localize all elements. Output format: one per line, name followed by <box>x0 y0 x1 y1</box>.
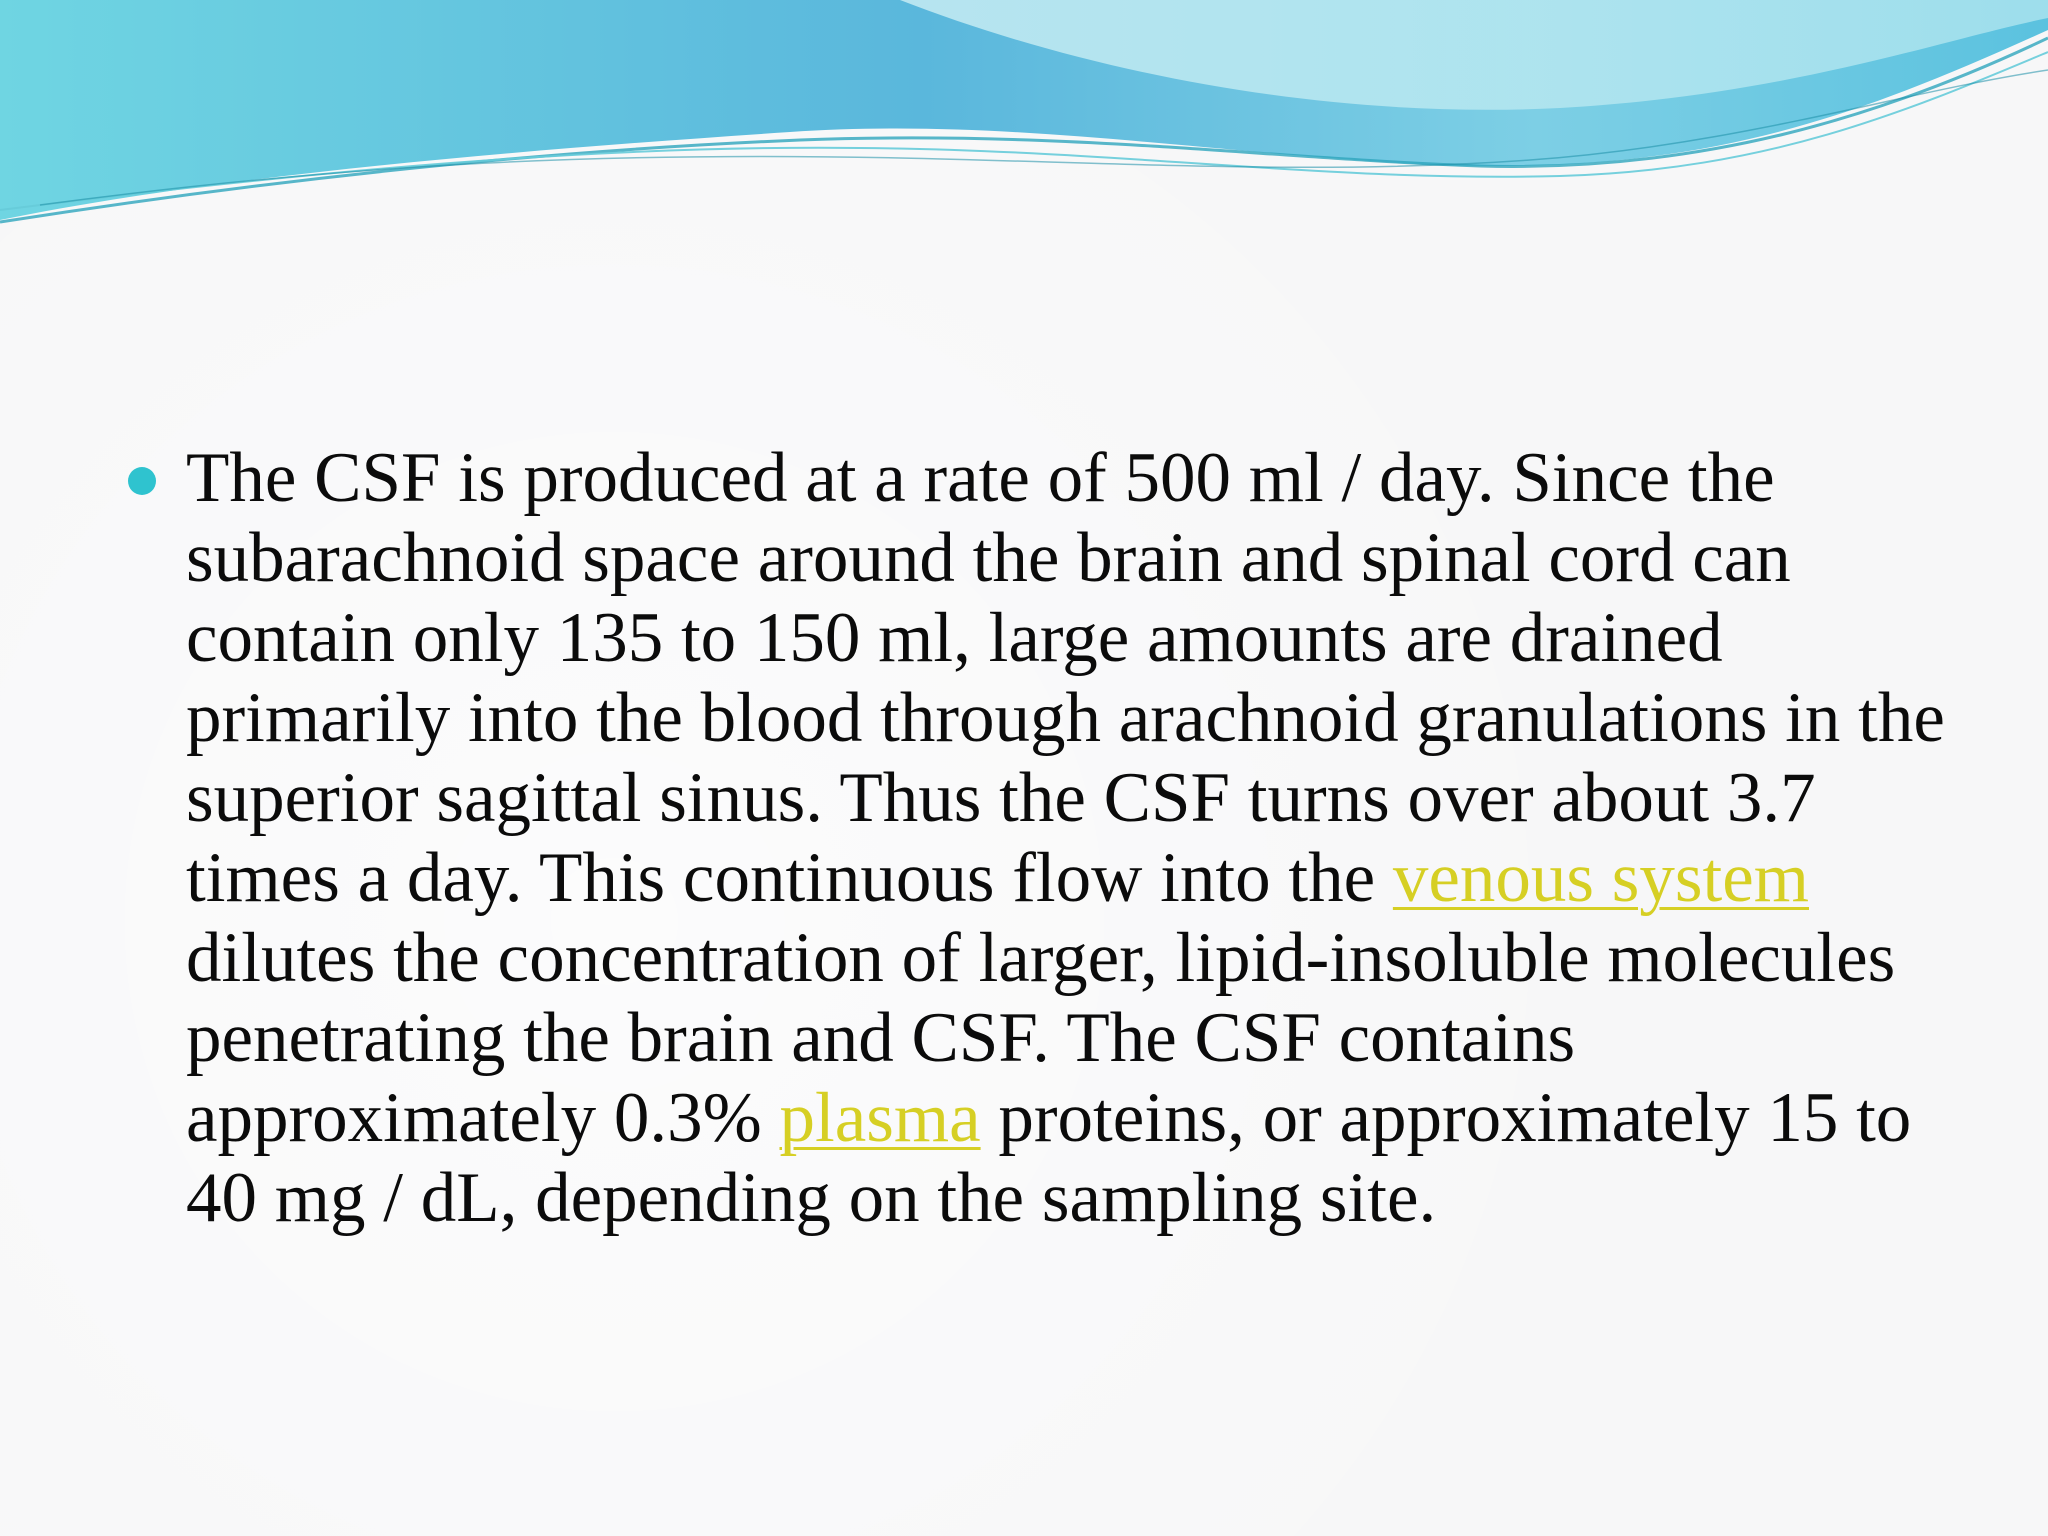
paragraph-text-1: The CSF is produced at a rate of 500 ml / day. Since the subarachnoid space around the brain and spinal cord can contain only 135 to 150 ml, large amounts are drained primarily into the blood through arachnoid granulations in the superior sagittal sinus. Thus the CSF turns over about 3.7 times a day. This continuous flow into the <box>186 439 1945 917</box>
bullet-paragraph <box>186 438 1948 1238</box>
paragraph-text-3: proteins, or approximately 15 to 40 mg / dL, depending on the sampling site. <box>186 1079 1912 1237</box>
venous-system-link[interactable]: venous system <box>1392 839 1809 917</box>
slide-body <box>128 438 1948 1238</box>
bullet-item <box>128 438 1948 1238</box>
plasma-link[interactable]: plasma <box>779 1079 981 1157</box>
bullet-icon <box>128 467 156 495</box>
header-wave-decoration <box>0 0 2048 240</box>
paragraph-text-2: dilutes the concentration of larger, lipid-insoluble molecules penetrating the brain and CSF. The CSF contains approximately 0.3% <box>186 919 1896 1157</box>
